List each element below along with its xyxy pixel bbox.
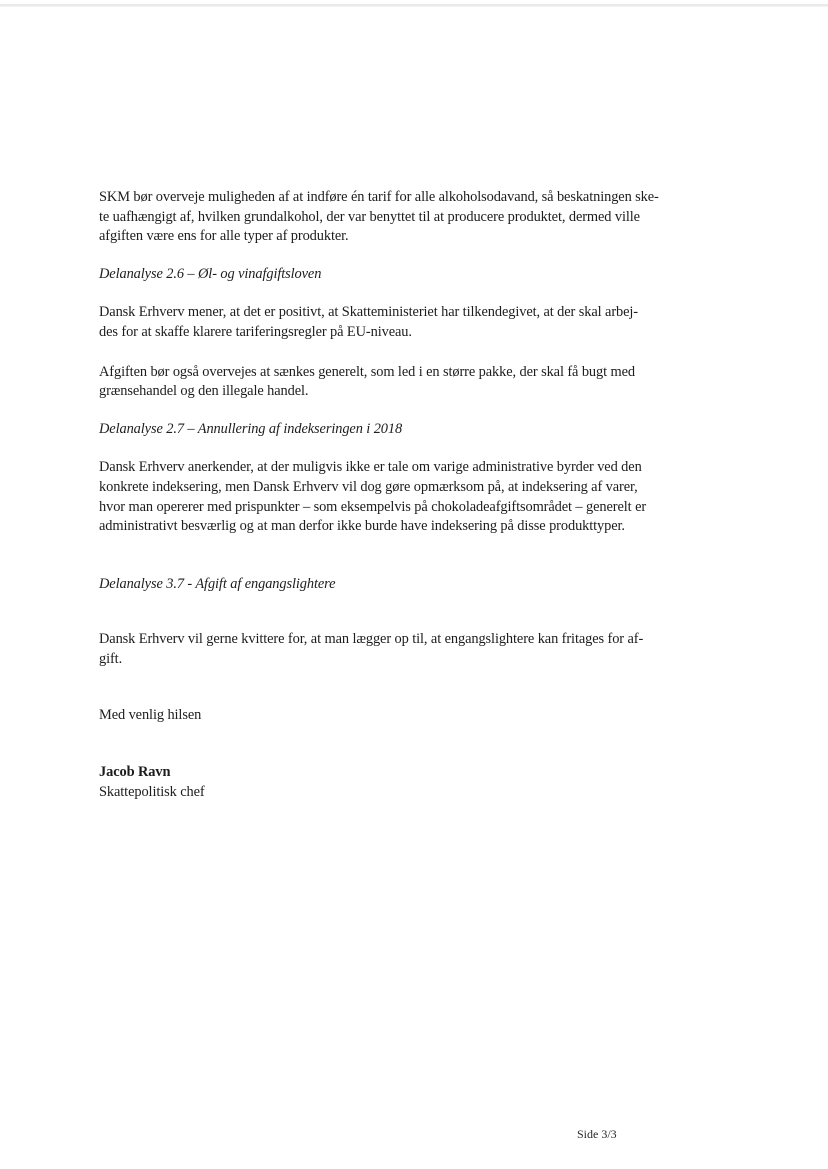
paragraph-tarifering — [99, 303, 729, 342]
closing-greeting: Med venlig hilsen — [99, 706, 202, 723]
text-line: te uafhængigt af, hvilken grundalkohol, der var benyttet til at producere produktet, dermed ville — [99, 208, 640, 225]
text-line: Afgiften bør også overvejes at sænkes generelt, som led i en større pakke, der skal få bugt med — [99, 363, 635, 380]
text-line: Dansk Erhverv vil gerne kvittere for, at man lægger op til, at engangslightere kan fritages for af- — [99, 631, 644, 648]
page-number: Side 3/3 — [577, 1127, 617, 1141]
text-line: gift. — [99, 650, 123, 667]
scan-edge — [0, 4, 828, 7]
paragraph-indeksering — [99, 458, 729, 536]
section-heading-2-6: Delanalyse 2.6 – Øl- og vinafgiftsloven — [99, 265, 322, 282]
text-line: Dansk Erhverv mener, at det er positivt, at Skatteministeriet har tilkendegivet, at der skal arbej- — [99, 304, 638, 321]
signature-block — [99, 763, 729, 802]
letter-body — [99, 188, 729, 802]
section-heading-3-7: Delanalyse 3.7 - Afgift af engangslightere — [99, 575, 336, 592]
signer-title: Skattepolitisk chef — [99, 783, 205, 800]
text-line: administrativt besværlig og at man derfor ikke burde have indeksering på disse produkttyper. — [99, 518, 625, 535]
text-line: Dansk Erhverv anerkender, at der muligvis ikke er tale om varige administrative byrder ved den — [99, 459, 642, 476]
text-line: konkrete indeksering, men Dansk Erhverv vil dog gøre opmærksom på, at indeksering af varer, — [99, 478, 638, 495]
paragraph-alcohol-soda — [99, 188, 729, 247]
section-heading-2-7: Delanalyse 2.7 – Annullering af indekseringen i 2018 — [99, 420, 403, 437]
paragraph-graensehandel — [99, 363, 729, 402]
text-line: SKM bør overveje muligheden af at indføre én tarif for alle alkoholsodavand, så beskatningen ske- — [99, 189, 659, 205]
text-line: afgiften være ens for alle typer af produkter. — [99, 228, 349, 245]
signer-name: Jacob Ravn — [99, 764, 171, 781]
text-line: des for at skaffe klarere tariferingsregler på EU-niveau. — [99, 323, 412, 340]
paragraph-engangslightere — [99, 630, 729, 669]
text-line: grænsehandel og den illegale handel. — [99, 383, 309, 400]
text-line: hvor man opererer med prispunkter – som eksempelvis på chokoladeafgiftsområdet – generelt er — [99, 498, 647, 515]
